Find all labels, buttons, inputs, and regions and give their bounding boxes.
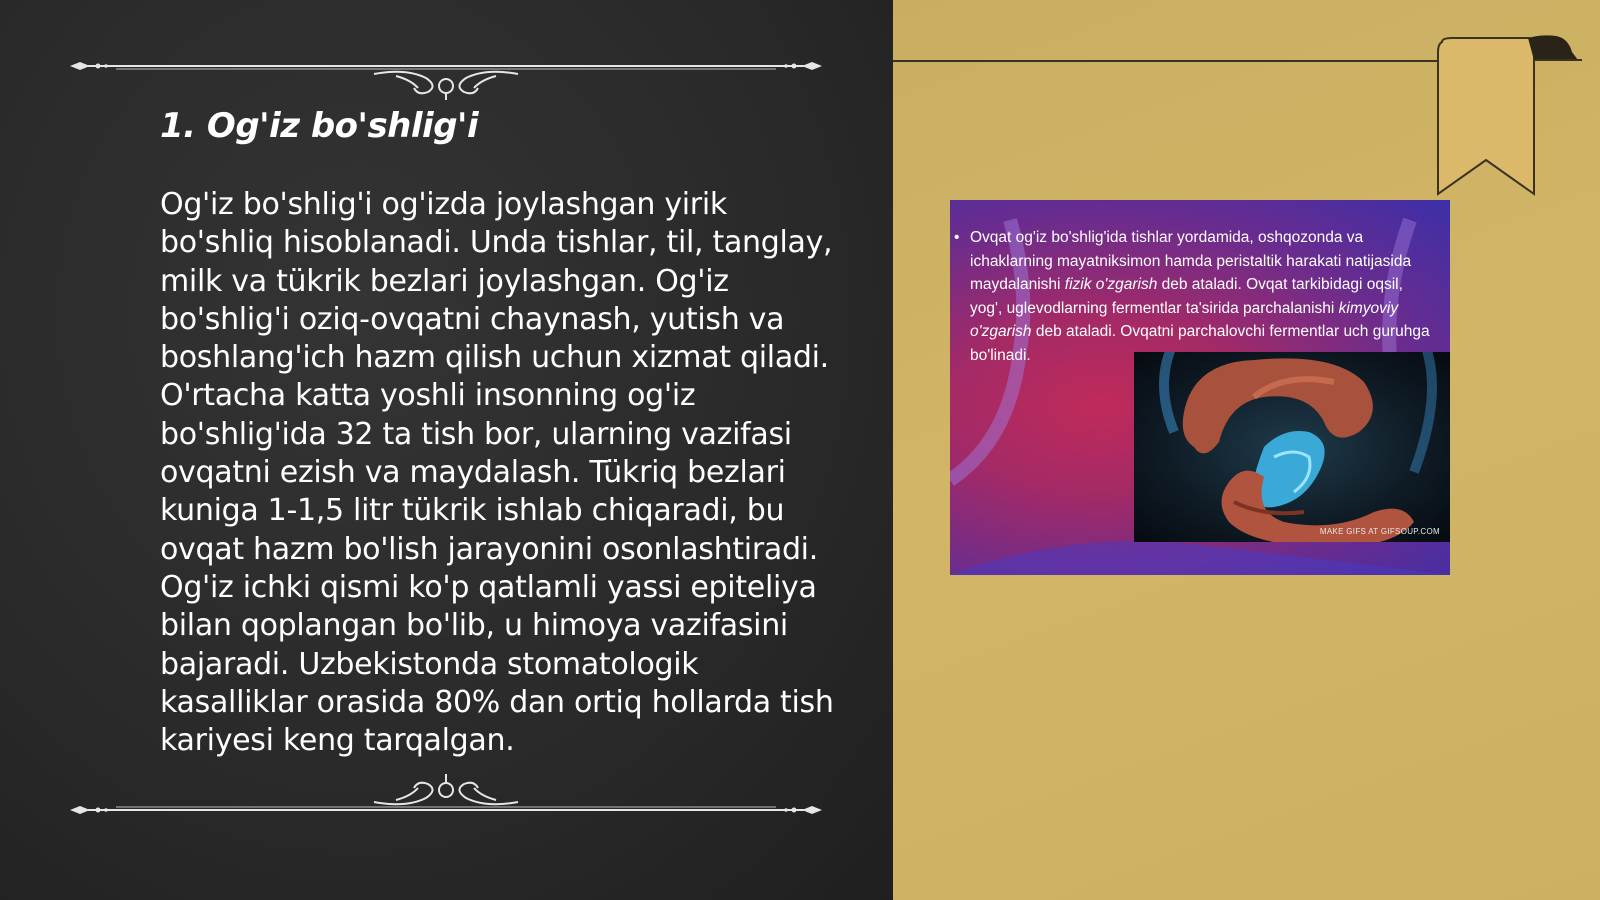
- digestion-illustration: [950, 200, 1450, 575]
- gif-watermark: MAKE GIFS AT GIFSOUP.COM: [1319, 527, 1440, 536]
- bookmark-ribbon-icon: [1430, 30, 1600, 200]
- caption-emphasis-1: fizik o'zgarish: [1064, 276, 1158, 294]
- image-caption: [954, 226, 1435, 368]
- caption-bullet: •: [954, 229, 960, 246]
- slide-body-text: Og'iz bo'shlig'i og'izda joylashgan yirik bo'shliq hisoblanadi. Unda tishlar, til, tanglay, milk va tükrik bezlari joylashgan. Og'iz bo'shlig'i oziq-ovqatni chaynash, yutish va boshlang'ich hazm qilish uchun xizmat qiladi. O'rtacha katta yoshli insonning og'iz bo'shlig'ida 32 ta tish bor, ularning vazifasi ovqatni ezish va maydalash. Tükriq bezlari kuniga 1-1,5 litr tükrik ishlab chiqaradi, bu ovqat hazm bo'lish jarayonini osonlashtiradi. Og'iz ichki qismi ko'p qatlamli yassi epiteliya bilan qoplangan bo'lib, u himoya vazifasini bajaradi. Uzbekistonda stomatologik kasalliklar orasida 80% dan ortiq hollarda tish kariyesi keng tarqalgan.: [160, 187, 834, 759]
- bottom-ornament-divider: [66, 772, 826, 822]
- stomach-animation-frame: [1134, 352, 1450, 542]
- top-rule-line: [893, 60, 1438, 62]
- slide-title: 1. Og'iz bo'shlig'i: [160, 106, 479, 146]
- caption-emphasis-2: kimyoviy o'zgarish: [970, 299, 1399, 341]
- caption-text-1: Ovqat og'iz bo'shlig'ida tishlar yordamida, oshqozonda va ichaklarning mayatniksimon hamda peristaltik harakati natijasida maydalanishi: [970, 229, 1412, 294]
- top-ornament-divider: [66, 50, 826, 100]
- caption-text-2: deb ataladi. Ovqat tarkibidagi oqsil, yog', uglevodlarning fermentlar ta'sirida parchalanishi: [970, 276, 1403, 317]
- caption-text-3: deb ataladi. Ovqatni parchalovchi fermentlar uch guruhga bo'linadi.: [970, 323, 1430, 364]
- stomach-organ-graphic: [1134, 352, 1450, 542]
